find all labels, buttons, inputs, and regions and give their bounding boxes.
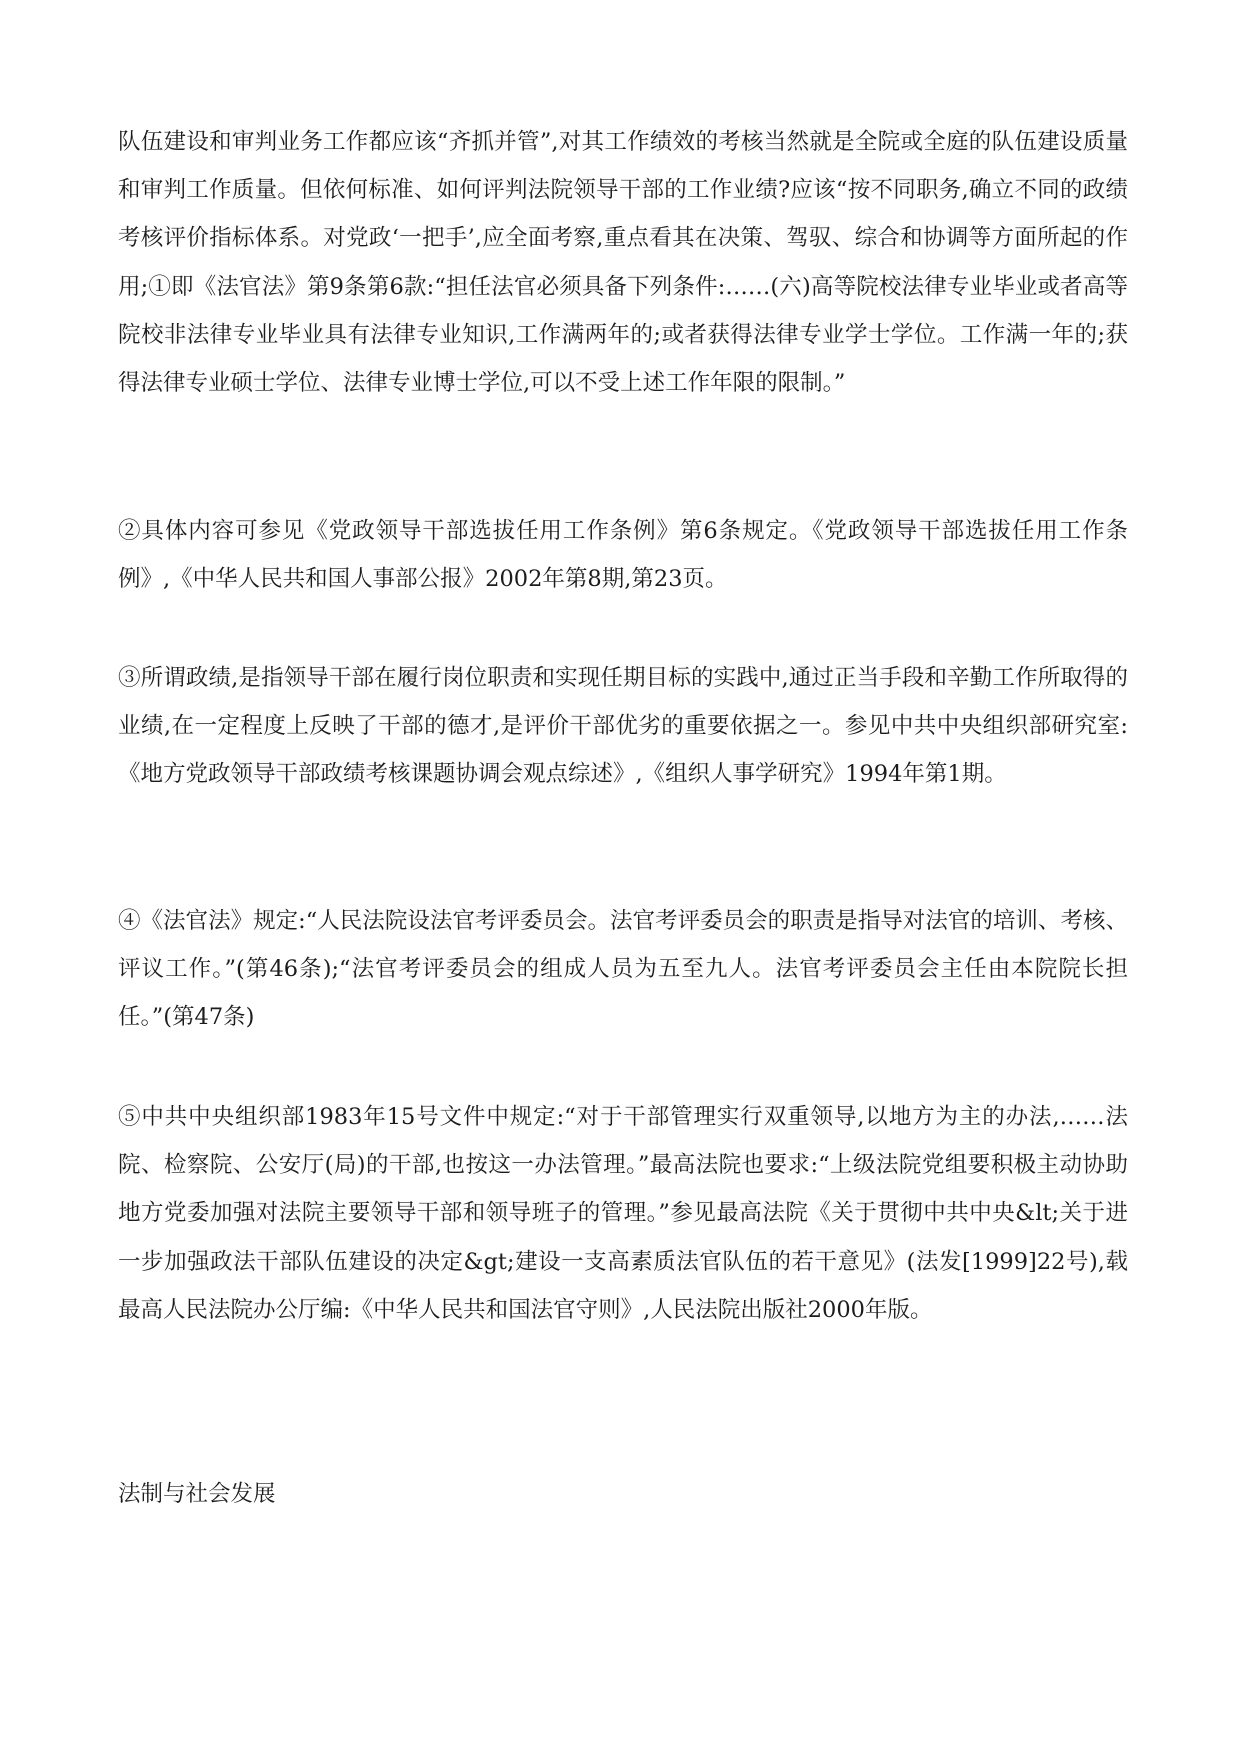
footnote-5: ⑤中共中央组织部1983年15号文件中规定:“对于干部管理实行双重领导,以地方为主的办法,……法院、检察院、公安厅(局)的干部,也按这一办法管理。”最高法院也要求:“上级法院党组要积极主动协助地方党委加强对法院主要领导干部和领导班子的管理。”参见最高法院《关于贯彻中共中央&lt;关于进一步加强政法干部队伍建设的决定&gt;建设一支高素质法官队伍的若干意见》(法发[1999]22号),载最高人民法院办公厅编:《中华人民共和国法官守则》,人民法院出版社2000年版。 — [118, 1104, 1128, 1323]
footnote-4: ④《法官法》规定:“人民法院设法官考评委员会。法官考评委员会的职责是指导对法官的培训、考核、评议工作。”(第46条);“法官考评委员会的组成人员为五至九人。法官考评委员会主任由本院院长担任。”(第47条) — [118, 908, 1128, 1031]
journal-footer: 法制与社会发展 — [118, 1481, 276, 1507]
footnote-3: ③所谓政绩,是指领导干部在履行岗位职责和实现任期目标的实践中,通过正当手段和辛勤工作所取得的业绩,在一定程度上反映了干部的德才,是评价干部优劣的重要依据之一。参见中共中央组织部研究室:《地方党政领导干部政绩考核课题协调会观点综述》,《组织人事学研究》1994年第1期。 — [118, 665, 1128, 788]
footnote-2: ②具体内容可参见《党政领导干部选拔任用工作条例》第6条规定。《党政领导干部选拔任用工作条例》,《中华人民共和国人事部公报》2002年第8期,第23页。 — [118, 518, 1128, 593]
body-paragraph-continuation: 队伍建设和审判业务工作都应该“齐抓并管”,对其工作绩效的考核当然就是全院或全庭的队伍建设质量和审判工作质量。但依何标准、如何评判法院领导干部的工作业绩?应该“按不同职务,确立不同的政绩考核评价指标体系。对党政‘一把手’,应全面考察,重点看其在决策、驾驭、综合和协调等方面所起的作用;①即《法官法》第9条第6款:“担任法官必须具备下列条件:……(六)高等院校法律专业毕业或者高等院校非法律专业毕业具有法律专业知识,工作满两年的;或者获得法律专业学士学位。工作满一年的;获得法律专业硕士学位、法律专业博士学位,可以不受上述工作年限的限制。” — [118, 129, 1128, 397]
